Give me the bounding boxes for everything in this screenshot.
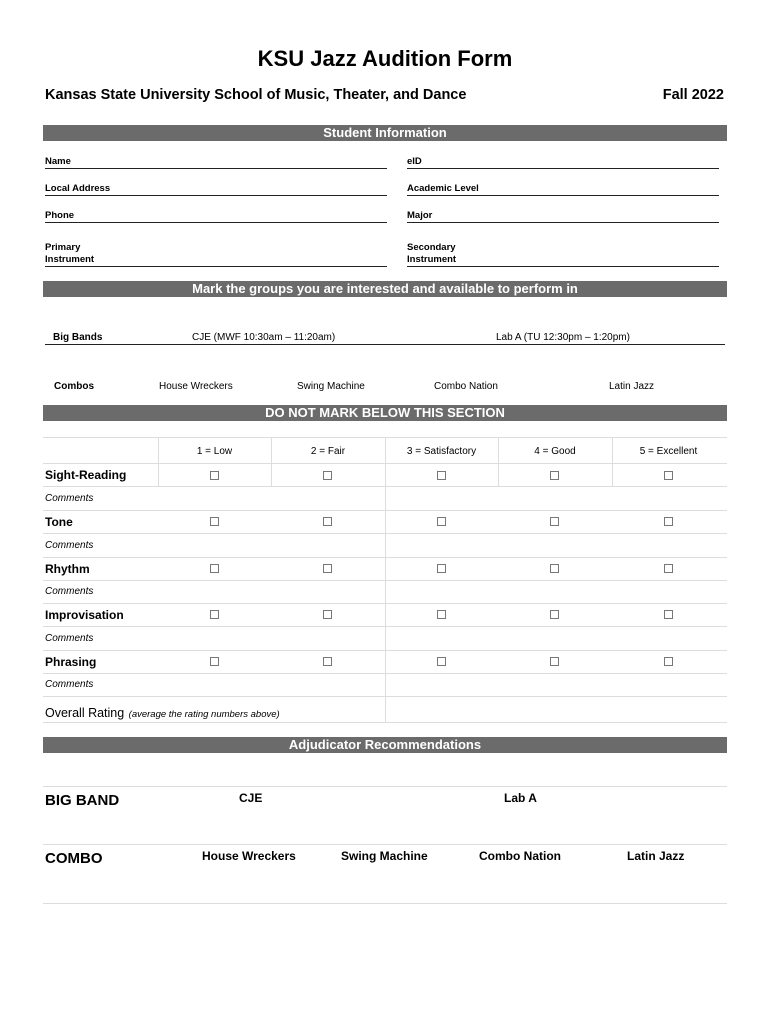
combo-option-swing-machine[interactable]: Swing Machine	[297, 381, 365, 392]
scale-3-header: 3 = Satisfactory	[406, 446, 477, 457]
eid-label: eID	[407, 156, 422, 167]
criterion-rhythm: Rhythm	[45, 562, 90, 576]
rating-checkbox[interactable]	[550, 471, 559, 480]
combo-option-latin-jazz[interactable]: Latin Jazz	[609, 381, 655, 392]
rating-checkbox[interactable]	[664, 517, 673, 526]
name-field[interactable]	[45, 168, 387, 169]
rating-checkbox[interactable]	[323, 564, 332, 573]
rec-house-wreckers-option[interactable]: House Wreckers	[202, 849, 296, 863]
lab-a-option[interactable]: Lab A (TU 12:30pm – 1:20pm)	[496, 332, 630, 343]
table-rule	[43, 722, 727, 723]
secondary-instrument-label: Secondary Instrument	[407, 242, 457, 265]
table-rule	[43, 696, 727, 697]
phone-field[interactable]	[45, 222, 387, 223]
rating-checkbox[interactable]	[437, 564, 446, 573]
table-rule	[43, 844, 727, 845]
table-rule	[43, 486, 727, 487]
scale-2-header: 2 = Fair	[310, 446, 346, 457]
major-field[interactable]	[407, 222, 719, 223]
big-band-label: BIG BAND	[45, 792, 120, 809]
rec-combo-nation-option[interactable]: Combo Nation	[479, 849, 561, 863]
academic-level-label: Academic Level	[407, 183, 479, 194]
comments-label: Comments	[45, 633, 94, 644]
big-bands-label: Big Bands	[53, 332, 103, 343]
major-label: Major	[407, 210, 433, 221]
rating-checkbox[interactable]	[550, 657, 559, 666]
academic-level-field[interactable]	[407, 195, 719, 196]
rating-checkbox[interactable]	[323, 517, 332, 526]
criterion-tone: Tone	[45, 515, 73, 529]
comments-label: Comments	[45, 493, 94, 504]
table-column-divider	[158, 437, 159, 486]
overall-rating-label: Overall Rating	[45, 706, 125, 720]
name-label: Name	[45, 156, 71, 167]
rec-swing-machine-option[interactable]: Swing Machine	[341, 849, 428, 863]
comments-label: Comments	[45, 679, 94, 690]
rating-checkbox[interactable]	[550, 610, 559, 619]
rating-checkbox[interactable]	[664, 564, 673, 573]
comments-label: Comments	[45, 586, 94, 597]
table-rule	[43, 626, 727, 627]
rating-checkbox[interactable]	[550, 564, 559, 573]
scale-4-header: 4 = Good	[534, 446, 576, 457]
rating-checkbox[interactable]	[437, 471, 446, 480]
rating-checkbox[interactable]	[210, 564, 219, 573]
criterion-improvisation: Improvisation	[45, 608, 124, 622]
overall-rating-row	[45, 704, 280, 722]
phone-label: Phone	[45, 210, 75, 221]
combo-label: COMBO	[45, 850, 103, 867]
recommendations-heading: Adjudicator Recommendations	[43, 737, 727, 753]
table-rule	[43, 650, 727, 651]
address-label: Local Address	[45, 183, 111, 194]
scale-5-header: 5 = Excellent	[639, 446, 698, 457]
rating-checkbox[interactable]	[664, 657, 673, 666]
rating-checkbox[interactable]	[210, 517, 219, 526]
rating-checkbox[interactable]	[323, 657, 332, 666]
criterion-sight-reading: Sight-Reading	[45, 468, 127, 482]
table-rule	[43, 603, 727, 604]
rec-latin-jazz-option[interactable]: Latin Jazz	[627, 849, 685, 863]
cje-option[interactable]: CJE (MWF 10:30am – 11:20am)	[192, 332, 336, 343]
table-rule	[43, 786, 727, 787]
rating-checkbox[interactable]	[210, 471, 219, 480]
big-bands-underline	[45, 344, 725, 345]
table-rule	[43, 533, 727, 534]
table-rule	[43, 580, 727, 581]
student-info-heading: Student Information	[43, 125, 727, 141]
scale-1-header: 1 = Low	[196, 446, 233, 457]
rating-checkbox[interactable]	[550, 517, 559, 526]
rating-checkbox[interactable]	[437, 517, 446, 526]
table-rule	[43, 510, 727, 511]
term: Fall 2022	[662, 87, 724, 103]
table-rule	[43, 557, 727, 558]
rating-checkbox[interactable]	[664, 471, 673, 480]
rating-checkbox[interactable]	[437, 657, 446, 666]
rating-checkbox[interactable]	[210, 657, 219, 666]
primary-instrument-field[interactable]	[45, 266, 387, 267]
table-rule	[43, 673, 727, 674]
rating-checkbox[interactable]	[323, 610, 332, 619]
evaluation-heading: DO NOT MARK BELOW THIS SECTION	[43, 405, 727, 421]
eid-field[interactable]	[407, 168, 719, 169]
criterion-phrasing: Phrasing	[45, 655, 97, 669]
combos-label: Combos	[54, 381, 94, 392]
overall-rating-note: (average the rating numbers above)	[128, 709, 280, 720]
secondary-instrument-field[interactable]	[407, 266, 719, 267]
rating-checkbox[interactable]	[664, 610, 673, 619]
table-rule	[43, 903, 727, 904]
table-column-divider	[271, 437, 272, 486]
combo-option-house-wreckers[interactable]: House Wreckers	[159, 381, 233, 392]
combo-option-combo-nation[interactable]: Combo Nation	[434, 381, 498, 392]
address-field[interactable]	[45, 195, 387, 196]
school-name: Kansas State University School of Music, Theater, and Dance	[45, 87, 467, 103]
rec-lab-a-option[interactable]: Lab A	[504, 791, 537, 805]
rating-checkbox[interactable]	[437, 610, 446, 619]
table-column-divider	[612, 437, 613, 486]
table-column-divider	[498, 437, 499, 486]
groups-heading: Mark the groups you are interested and available to perform in	[43, 281, 727, 297]
rating-checkbox[interactable]	[210, 610, 219, 619]
primary-instrument-label: Primary Instrument	[45, 242, 95, 265]
form-title: KSU Jazz Audition Form	[257, 46, 513, 71]
comments-label: Comments	[45, 540, 94, 551]
rec-cje-option[interactable]: CJE	[239, 791, 263, 805]
rating-checkbox[interactable]	[323, 471, 332, 480]
